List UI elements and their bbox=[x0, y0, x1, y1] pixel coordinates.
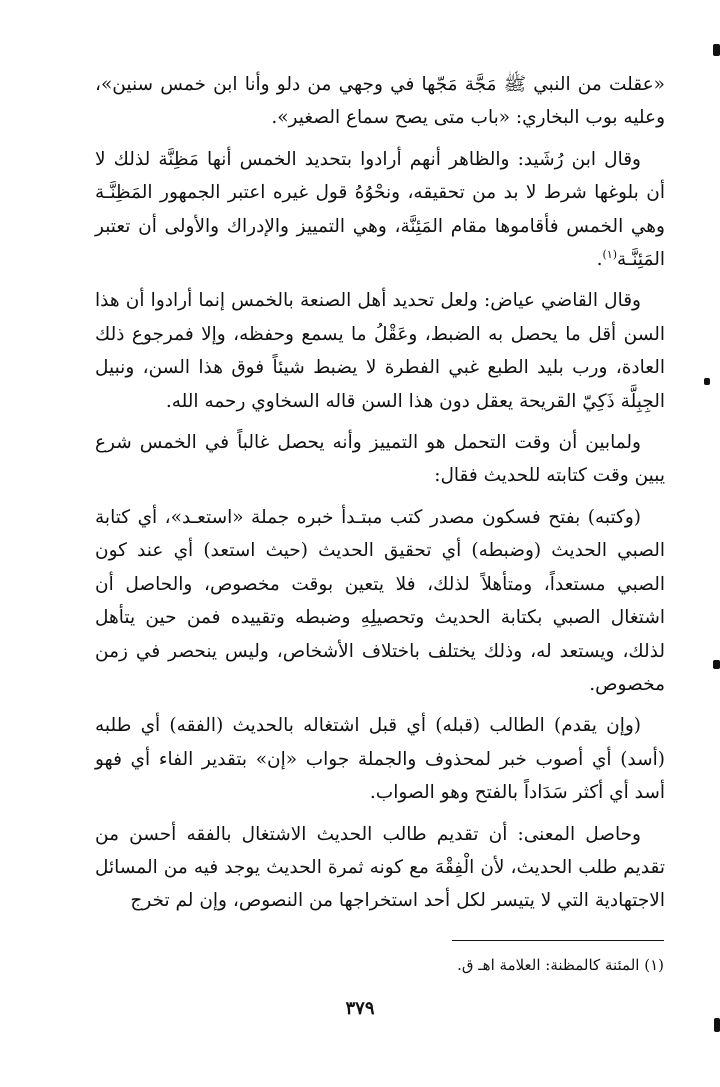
main-text bbox=[95, 68, 665, 926]
page-number: ٣٧٩ bbox=[345, 998, 375, 1019]
paragraph-4: ولمابين أن وقت التحمل هو التمييز وأنه يحصل غالباً في الخمس شرع يبين وقت كتابته للحديث فقال: bbox=[95, 432, 665, 487]
paragraph-6: (وإن يقدم) الطالب (قبله) أي قبل اشتغاله بالحديث (الفقه) أي طلبه (أسد) أي أصوب خبر لمحذوف والجملة جواب «إن» بتقدير الفاء أي فهو أسد أي أكثر سَدَاداً بالفتح وهو الصواب. bbox=[95, 715, 665, 804]
footnote-divider bbox=[452, 940, 664, 941]
footnote-reference[interactable]: (١) bbox=[602, 247, 618, 261]
scan-edge-mark-top bbox=[713, 44, 720, 56]
paragraph-2-text: وقال ابن رُشَيد: والظاهر أنهم أرادوا بتحديد الخمس أنها مَظِنَّة لذلك لا أن بلوغها شرط لا بد من تحقيقه، ونحْوُهُ قول غيره اعتبر الجمهور المَظِنَّـة وهي الخمس فأقاموها مقام المَئِنَّة، وهي التمييز والإدراك والأولى أن تعتبر المَئِنَّـة bbox=[95, 148, 665, 271]
paragraph-2 bbox=[95, 143, 665, 277]
scan-edge-mark-lower bbox=[713, 660, 720, 669]
paragraph-7: وحاصل المعنى: أن تقديم طالب الحديث الاشتغال بالفقه أحسن من تقديم طلب الحديث، لأن الْفِقْهَ مع كونه ثمرة الحديث يوجد فيه من المسائل الاجتهادية التي لا يتيسر لكل أحد استخراجها من النصوص، وإن لم تخرج bbox=[95, 823, 665, 912]
paragraph-5: (وكتبه) بفتح فسكون مصدر كتب مبتـدأ خبره جملة «استعـد»، أي كتابة الصبي الحديث (وضبطه) أي تحقيق الحديث (حيث استعد) أي عند كون الصبي مستعداً، ومتأهلاً لذلك، فلا يتعين بوقت مخصوص، والحاصل أن اشتغال الصبي بكتابة الحديث وتحصيلِهِ وضبطه وتقييده فمن حين يتأهل لذلك، ويستعد له، وذلك يختلف باختلاف الأشخاص، وليس ينحصر في زمن مخصوص. bbox=[95, 506, 665, 695]
paragraph-1: «عقلت من النبي ﷺ مَجَّة مَجّها في وجهي من دلو وأنا ابن خمس سنين»، وعليه بوب البخاري: «باب متى يصح سماع الصغير». bbox=[95, 74, 665, 129]
scan-edge-mark-bottom bbox=[714, 1018, 720, 1032]
scan-edge-mark-middle bbox=[704, 378, 710, 385]
paragraph-3: وقال القاضي عياض: ولعل تحديد أهل الصنعة بالخمس إنما أرادوا أن هذا السن أقل ما يحصل به الضبط، وعَقْلُ ما يسمع وحفظه، وإلا فمرجوع ذلك العادة، ورب بليد الطبع غبي الفطرة لا يضبط شيئاً فوق هذا السن، ونبيل الجِبِلَّة ذَكِيّ القريحة يعقل دون هذا السن قاله السخاوي رحمه الله. bbox=[95, 290, 665, 412]
footnote: (١) المئنة كالمظنة: العلامة اهـ ق. bbox=[457, 956, 664, 974]
paragraph-2-tail: . bbox=[596, 249, 603, 271]
